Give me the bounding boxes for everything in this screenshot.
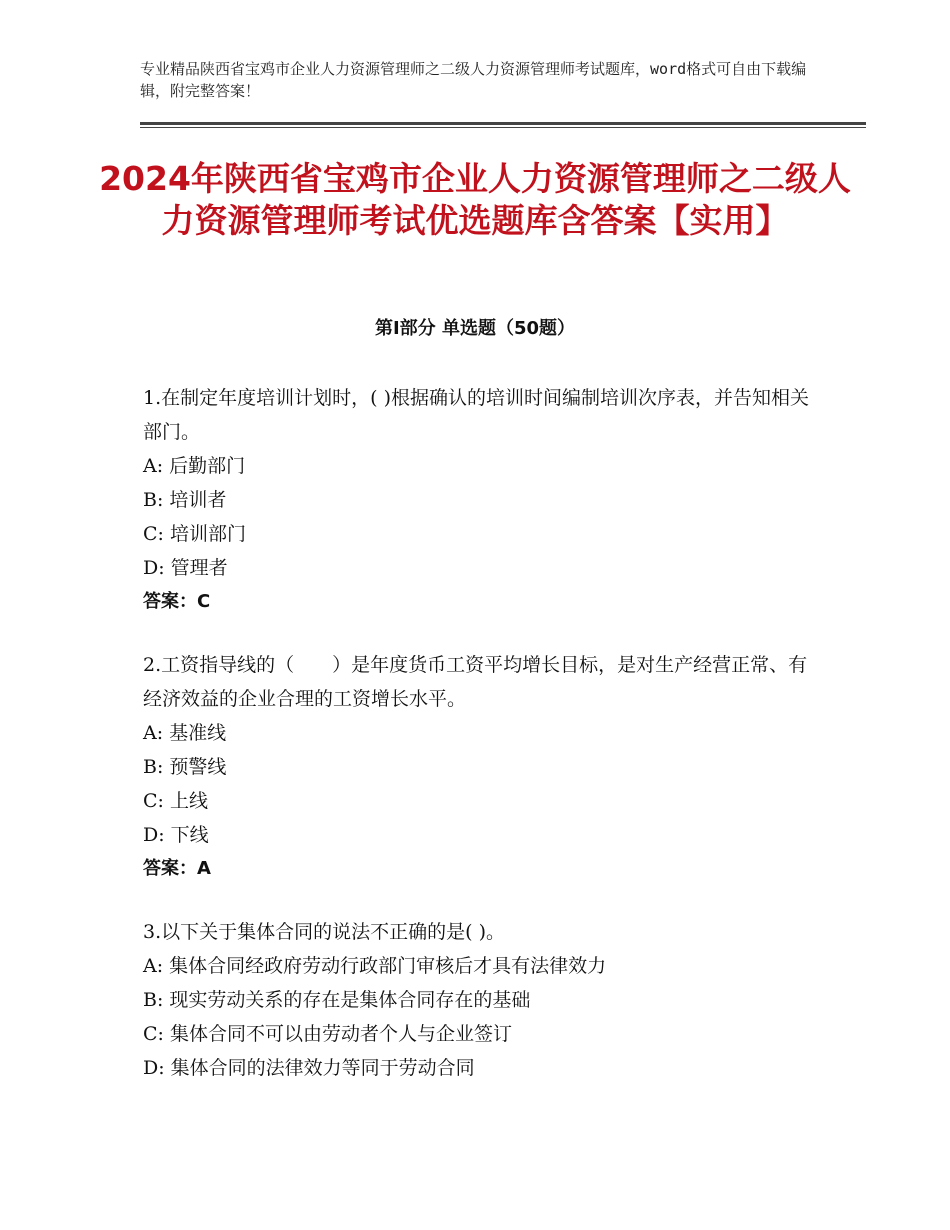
option-d: D: 管理者 — [143, 557, 228, 579]
option-d: D: 集体合同的法律效力等同于劳动合同 — [143, 1057, 475, 1079]
answer: 答案：C — [143, 591, 211, 612]
option-c: C: 上线 — [143, 790, 208, 812]
header-note: 专业精品陕西省宝鸡市企业人力资源管理师之二级人力资源管理师考试题库，word格式可自由下载编辑，附完整答案！ — [140, 60, 807, 100]
question-3 — [143, 915, 813, 1085]
option-a: A: 基准线 — [143, 722, 227, 744]
question-list — [143, 381, 813, 1114]
question-1 — [143, 381, 813, 619]
option-c: C: 培训部门 — [143, 523, 246, 545]
question-stem: 1.在制定年度培训计划时，( )根据确认的培训时间编制培训次序表，并告知相关部门。 — [143, 387, 809, 443]
question-stem: 3.以下关于集体合同的说法不正确的是( )。 — [143, 921, 505, 943]
question-2 — [143, 648, 813, 886]
option-c: C: 集体合同不可以由劳动者个人与企业签订 — [143, 1023, 512, 1045]
option-a: A: 后勤部门 — [143, 455, 246, 477]
option-b: B: 预警线 — [143, 756, 227, 778]
document-title: 2024年陕西省宝鸡市企业人力资源管理师之二级人力资源管理师考试优选题库含答案【实用】 — [99, 159, 851, 240]
option-d: D: 下线 — [143, 824, 209, 846]
option-b: B: 培训者 — [143, 489, 227, 511]
answer: 答案：A — [143, 858, 211, 879]
option-a: A: 集体合同经政府劳动行政部门审核后才具有法律效力 — [143, 955, 607, 977]
question-stem: 2.工资指导线的（ ）是年度货币工资平均增长目标，是对生产经营正常、有经济效益的企业合理的工资增长水平。 — [143, 654, 808, 710]
option-b: B: 现实劳动关系的存在是集体合同存在的基础 — [143, 989, 531, 1011]
header-divider-thin — [140, 127, 866, 128]
section-heading: 第Ⅰ部分 单选题（50题） — [374, 318, 575, 339]
header-divider-thick — [140, 122, 866, 125]
